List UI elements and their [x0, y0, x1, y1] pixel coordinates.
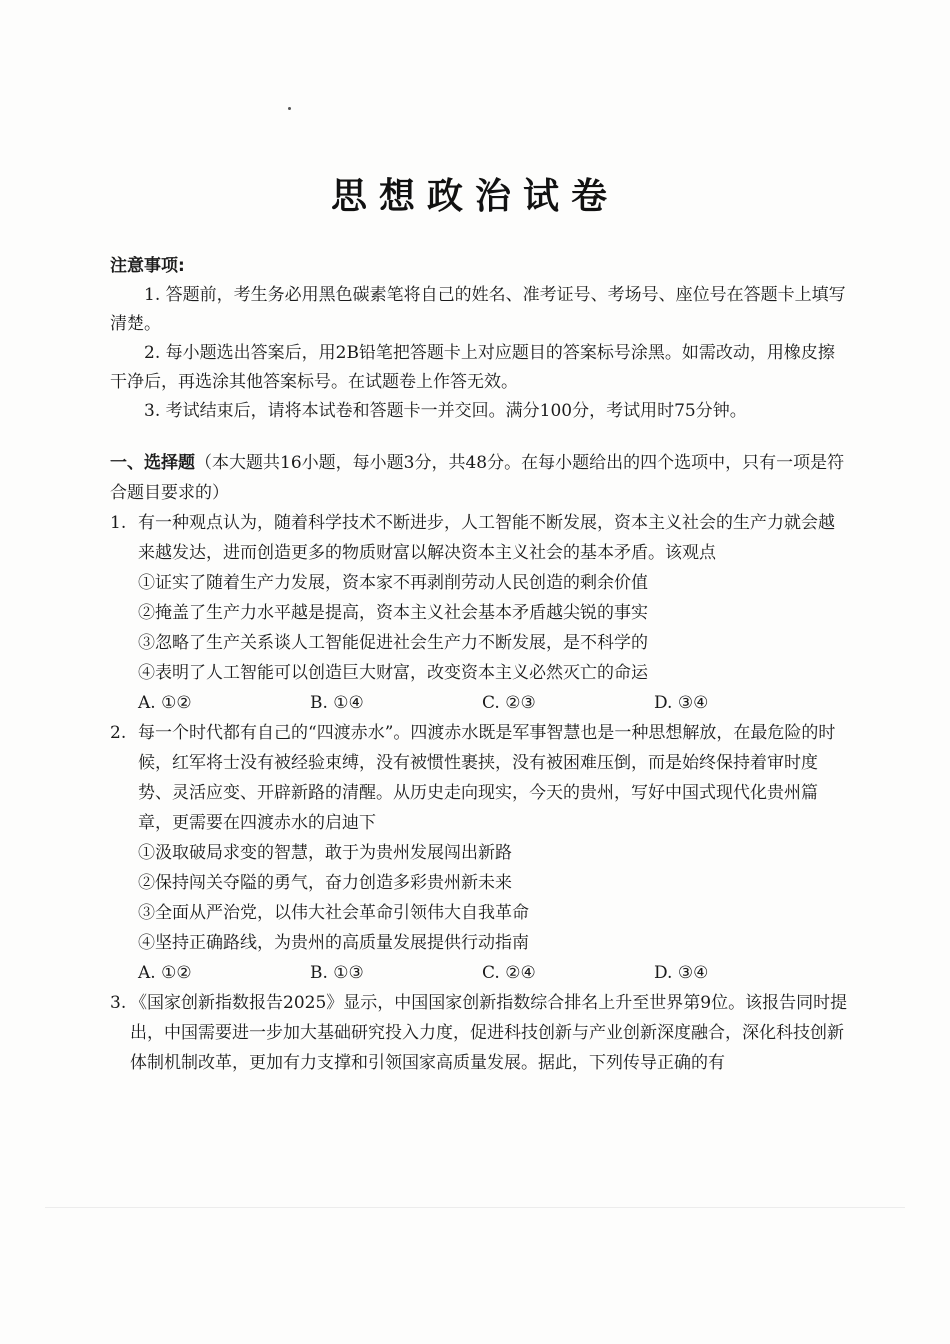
multiple-choice-section — [110, 448, 850, 1078]
section-header — [110, 448, 850, 508]
notice-item: 2. 每小题选出答案后，用2B铅笔把答题卡上对应题目的答案标号涂黑。如需改动，用橡皮擦干净后，再选涂其他答案标号。在试题卷上作答无效。 — [110, 343, 835, 392]
page-divider — [45, 1207, 905, 1208]
question-stem: 有一种观点认为，随着科学技术不断进步，人工智能不断发展，资本主义社会的生产力就会越来越发达，进而创造更多的物质财富以解决资本主义社会的基本矛盾。该观点 — [138, 513, 835, 563]
choice-d: D. ③④ — [654, 963, 709, 983]
statement-option: ②掩盖了生产力水平越是提高，资本主义社会基本矛盾越尖锐的事实 — [138, 603, 648, 623]
section-heading: 一、选择题 — [110, 453, 195, 473]
question-stem: 《国家创新指数报告2025》显示，中国国家创新指数综合排名上升至世界第9位。该报告同时提出，中国需要进一步加大基础研究投入力度，促进科技创新与产业创新深度融合，深化科技创新体制机制改革，更加有力支撑和引领国家高质量发展。据此，下列传导正确的有 — [130, 993, 848, 1073]
question-stem: 每一个时代都有自己的“四渡赤水”。四渡赤水既是军事智慧也是一种思想解放，在最危险的时候，红军将士没有被经验束缚，没有被惯性裹挟，没有被困难压倒，而是始终保持着审时度势、灵活应变、开辟新路的清醒。从历史走向现实，今天的贵州，写好中国式现代化贵州篇章，更需要在四渡赤水的启迪下 — [138, 723, 836, 833]
answer-choices — [110, 688, 850, 718]
choice-b: B. ①③ — [310, 963, 364, 983]
answer-choices — [110, 958, 850, 988]
choice-a: A. ①② — [138, 963, 192, 983]
question-2 — [110, 718, 850, 988]
statement-option: ④表明了人工智能可以创造巨大财富，改变资本主义必然灭亡的命运 — [138, 663, 648, 683]
choice-c: C. ②③ — [482, 693, 536, 713]
choice-b: B. ①④ — [310, 693, 364, 713]
question-3 — [110, 988, 850, 1078]
statement-option: ②保持闯关夺隘的勇气，奋力创造多彩贵州新未来 — [138, 873, 512, 893]
scan-speck — [288, 107, 291, 110]
notice-item: 3. 考试结束后，请将本试卷和答题卡一并交回。满分100分，考试用时75分钟。 — [144, 401, 747, 421]
choice-c: C. ②④ — [482, 963, 536, 983]
section-description: （本大题共16小题，每小题3分，共48分。在每小题给出的四个选项中，只有一项是符合题目要求的） — [110, 453, 845, 503]
question-number: 2. — [110, 723, 127, 743]
statement-option: ①汲取破局求变的智慧，敢于为贵州发展闯出新路 — [138, 843, 512, 863]
statement-option: ①证实了随着生产力发展，资本家不再剥削劳动人民创造的剩余价值 — [138, 573, 648, 593]
notice-block — [110, 252, 850, 426]
question-number: 1. — [110, 513, 127, 533]
choice-d: D. ③④ — [654, 693, 709, 713]
notice-heading: 注意事项: — [110, 256, 185, 276]
choice-a: A. ①② — [138, 693, 192, 713]
question-number: 3. — [110, 993, 127, 1013]
question-1 — [110, 508, 850, 718]
page-title: 思想政治试卷 — [330, 175, 619, 217]
notice-item: 1. 答题前，考生务必用黑色碳素笔将自己的姓名、准考证号、考场号、座位号在答题卡上填写清楚。 — [110, 285, 846, 334]
statement-option: ③忽略了生产关系谈人工智能促进社会生产力不断发展，是不科学的 — [138, 633, 648, 653]
statement-option: ④坚持正确路线，为贵州的高质量发展提供行动指南 — [138, 933, 529, 953]
statement-option: ③全面从严治党，以伟大社会革命引领伟大自我革命 — [138, 903, 529, 923]
